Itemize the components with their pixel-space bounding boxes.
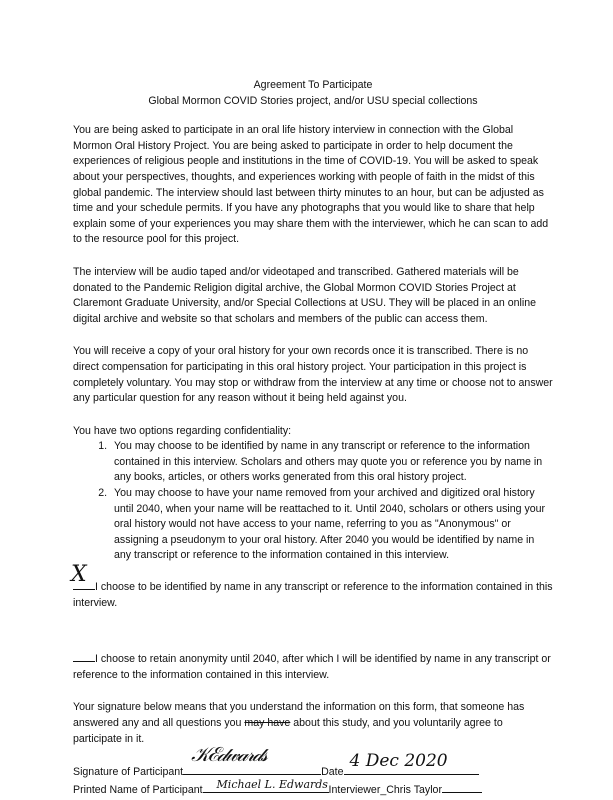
option-item: 2. You may choose to have your name removed from your archived and digitized oral history until 2040, when your name will be reattached to it. Until 2040, scholars or others using your oral history would not have access to your name, referring to you as "Anonymous" or assigning a pseudonym to your oral history. After 2040 you would be identified by name in any transcript or reference to the information contained in this interview. xyxy=(110,486,553,564)
agreement-document xyxy=(73,78,553,798)
choice-anonymous-checkbox[interactable] xyxy=(73,651,95,662)
signature-image: 𝒦ℰ𝒹𝓌𝒶𝓇𝒹𝓈 xyxy=(191,742,266,767)
printed-name-field[interactable]: Michael L. Edwards xyxy=(203,781,329,793)
paragraph-recording: The interview will be audio taped and/or videotaped and transcribed. Gathered materials will be donated to the Pandemic Religion digital archive, the Global Mormon COVID Stories Project at Claremont Graduate University, and/or Special Collections at USU. They will be placed in an online digital archive and website so that scholars and members of the public can access them. xyxy=(73,265,537,325)
options-list xyxy=(73,439,553,564)
signature-field[interactable] xyxy=(183,742,321,775)
choice-identified-checkbox[interactable] xyxy=(71,562,95,590)
consent-statement: Your signature below means that you understand the information on this form, that someone has answered any and all questions you may have about this study, and you voluntarily agree to participate in it. xyxy=(73,701,525,745)
printed-name-row: Printed Name of Participant Michael L. Edwards Interviewer_Chris Taylor xyxy=(73,781,553,799)
date-field[interactable]: 4 Dec 2020 xyxy=(344,763,479,775)
paragraph-intro: You are being asked to participate in an oral life history interview in connection with the Global Mormon Oral History Project. You are being asked to participate in order to help document the experiences of religious people and institutions in the time of COVID-19. You will be asked to speak about your perspectives, thoughts, and experiences working with people of faith in the midst of this global pandemic. The interview should last between thirty minutes to an hour, but can be adjusted as time and your schedule permits. If you have any photographs that you would like to share that help explain some of your experiences you may share them with the interviewer, which he can scan to add to the resource pool for this project. xyxy=(73,124,549,246)
option-item: 1. You may choose to be identified by name in any transcript or reference to the information contained in this interview. Scholars and others may quote you or reference you by name in any books, articles, or others works generated from this oral history project. xyxy=(110,439,553,486)
paragraph-copy: You will receive a copy of your oral history for your own records once it is transcribed. There is no direct compensation for participating in this oral history project. Your participation in this project is completely voluntary. You may stop or withdraw from the interview at any time or choose not to answer any particular question for any reason without it being held against you. xyxy=(73,345,553,405)
document-title: Agreement To Participate xyxy=(253,79,373,91)
document-subtitle: Global Mormon COVID Stories project, and/or USU special collections xyxy=(148,94,478,107)
handwritten-mark: X xyxy=(71,562,87,588)
choice-identified: X I choose to be identified by name in any transcript or reference to the information contained in this interview. xyxy=(71,562,553,609)
options-intro: You have two options regarding confidentiality: xyxy=(73,424,292,437)
signature-row: Signature of Participant 𝒦ℰ𝒹𝓌𝒶𝓇𝒹𝓈 Date 4 Dec 2020 xyxy=(73,763,553,781)
choice-anonymous: I choose to retain anonymity until 2040, after which I will be identified by name in any transcript or reference to the information contained in this interview. xyxy=(73,653,551,681)
interviewer-field[interactable] xyxy=(442,781,482,793)
interviewer-label: Interviewer_Chris Taylor xyxy=(328,783,442,796)
